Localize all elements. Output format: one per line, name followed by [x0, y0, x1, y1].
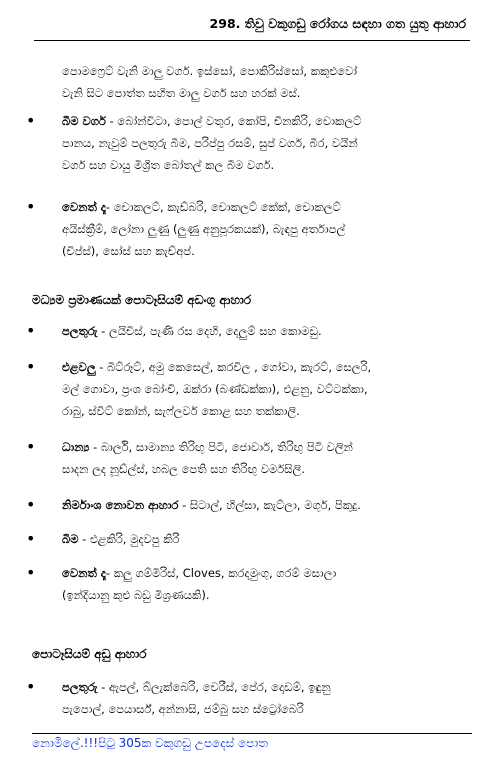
footer-divider: [32, 733, 472, 734]
list-item: [62, 320, 474, 342]
item-line: - බෝන්විටා, පොල් වතුර, කෝපි, චීනකිරි, චොකලට්: [105, 114, 362, 128]
list-item: [62, 562, 474, 584]
list-item: [62, 356, 474, 378]
item-line: - සිටාල්, හිල්සා, කැට්ලා, මගුර්, පිකුදු.: [178, 498, 361, 512]
bullet: •: [26, 111, 36, 130]
item-line: - බීට්රූට්, අමු කෙසෙල්, කරවිල , ගෝවා, කැරට්, සෙලරි,: [95, 360, 372, 374]
page-header-title: 298. තිවු වකුගඩු රෝගය සඳහා ගත යුතු ආහාර: [209, 16, 466, 31]
bullet: •: [26, 321, 36, 340]
item-label: වෙනත් දෑ: [62, 200, 106, 214]
bullet: •: [26, 529, 36, 548]
item-label: බීම: [62, 532, 79, 546]
bullet: •: [26, 677, 36, 696]
item-line: අයිස්ක්‍රීම්, ලෝනා ලුණු (ලුණු අනුපූරකයක්), බැඳපු අර්තාපල්: [62, 222, 346, 236]
item-line: - චොකලට්, කැඩ්බරි, චොකලට් කේක්, චොකලට්: [105, 200, 341, 214]
item-line: රාබු, ස්වීට් කෝන්, සැෆ්ලවර් කොළ සහ තක්කාලි.: [62, 404, 300, 418]
item-label: නිර්මාංශ නොවන ආහාර: [62, 498, 179, 512]
bullet: •: [26, 563, 36, 582]
footer-text: නොමිලේ.!!!පිටු 305ක වකුගඩු උපදෙස් පොත: [32, 736, 268, 750]
item-line: - එළකිරි, මුදවපු කිරි: [78, 532, 180, 546]
item-label: ධාන්‍ය: [62, 440, 90, 454]
section-title-low-potassium: පොටෑසියම් අඩු ආහාර: [32, 647, 147, 661]
intro-line-1: පොමෆ්‍රෙට් වැනි මාලු වර්ග. ඉස්සෝ, පොකිරිස්සෝ, කකුළුවෝ: [62, 64, 358, 78]
bullet: •: [26, 495, 36, 514]
item-label: පලතුරු: [62, 680, 98, 694]
list-item: [62, 436, 474, 458]
item-line: - ලයිචිස්, පැණි රස දෙහි, දෙලුම් සහ කොමඩු.: [97, 324, 322, 338]
item-line: සාදන ලද නූඩ්ල්ස්, හබල පෙති සහ තිරිඟු වර්මසිලි.: [62, 462, 305, 476]
list-item: [62, 528, 474, 550]
item-line: - බාර්ලි, සාමාන්‍ය තිරිඟු පිටි, ජොවාර්, තිරිඟු පිටි වලින්: [89, 440, 353, 454]
page-header: [34, 10, 470, 41]
item-line: පැපොල්, පෙයාර්ස්, අන්නාසි, ජම්බු සහ ස්ට්‍රෝබෙරි: [62, 702, 304, 716]
item-line: (ඉන්දියානු කුළු බඩු මිශ්‍රණයකි).: [62, 588, 210, 602]
bullet: •: [26, 357, 36, 376]
item-label: වෙනත් දෑ: [62, 566, 106, 580]
item-line: - කලු ගම්මිරිස්, Cloves, කරදමුංගු, ගරම් මසාලා: [105, 566, 337, 580]
item-label: එළවලු: [62, 360, 96, 374]
bullet: •: [26, 197, 36, 216]
list-item: [62, 110, 474, 132]
item-line: - ඇපල්, බ්ලැක්බෙරි, චෙරීස්, පේර, දොඩම්, ඉඳුනු: [97, 680, 331, 694]
item-label: බීම වර්ග: [62, 114, 106, 128]
item-line: වර්ග සහ වායු මිශ්‍රිත බෝතල් කල බීම වර්ග.: [62, 158, 275, 172]
item-label: පලතුරු: [62, 324, 98, 338]
intro-line-2: වැනි සිට පොත්ත සහිත මාලු වර්ග සහ හරක් මස්.: [62, 86, 301, 100]
item-line: මල් ගොවා, ප්‍රංශ බෝංචි, ඔක්රා (බණ්ඩක්කා), එළනු, වට්ටක්කා,: [62, 382, 368, 396]
bullet: •: [26, 437, 36, 456]
list-item: [62, 494, 474, 516]
item-line: පානය, නැවුම් පලතුරු බීම, පරිප්පු රසම්, සුප් වර්ග, බීර, වයින්: [62, 136, 358, 150]
item-line: (චිප්ස්), සෝස් සහ කැච්අප්.: [62, 244, 195, 258]
list-item: [62, 676, 474, 698]
section-title-medium-potassium: මධ්‍යම ප්‍රමාණයක් පොටෑසියම් අඩංගු ආහාර: [32, 293, 252, 307]
list-item: [62, 196, 474, 218]
